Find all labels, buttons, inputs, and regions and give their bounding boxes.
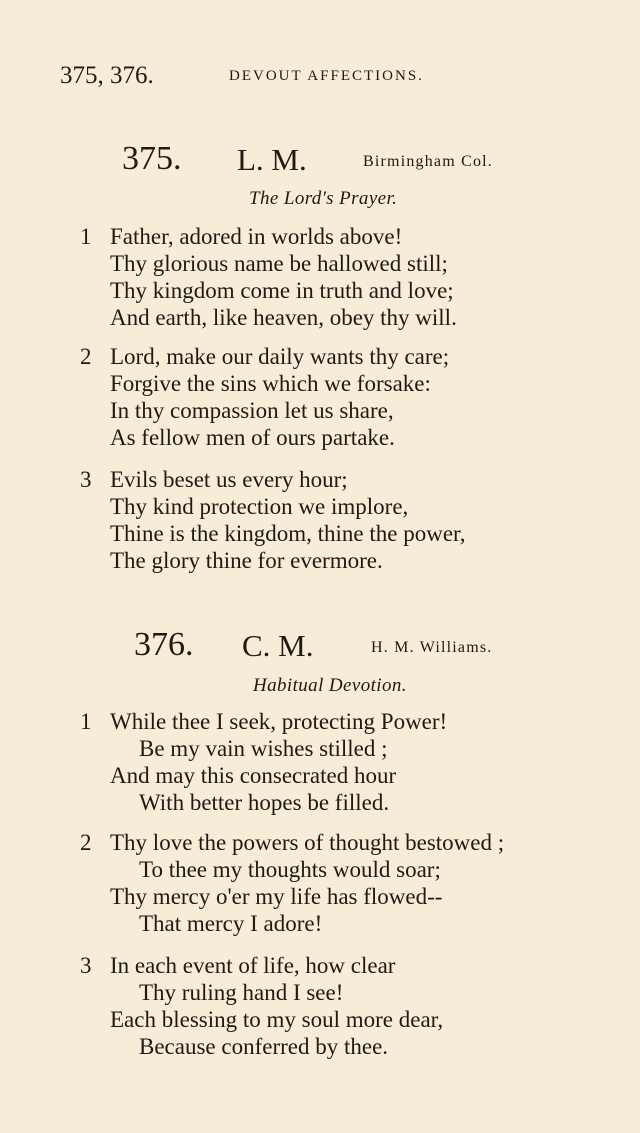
verse-line: Because conferred by thee. xyxy=(139,1034,389,1059)
verse-line: Thy love the powers of thought bestowed ; xyxy=(110,830,505,855)
verse-line: While thee I seek, protecting Power! xyxy=(110,709,448,734)
verse-line: The glory thine for evermore. xyxy=(110,548,383,573)
hymn-meter: C. M. xyxy=(242,628,314,663)
hymn-number: 376. xyxy=(134,626,194,663)
verse-line: And may this consecrated hour xyxy=(110,763,397,788)
verse-line: Thy kingdom come in truth and love; xyxy=(110,278,454,303)
verse-line: Father, adored in worlds above! xyxy=(110,224,403,249)
verse-line: Thy mercy o'er my life has flowed-- xyxy=(110,884,443,909)
verse-line: Forgive the sins which we forsake: xyxy=(110,371,431,396)
verse-number: 1 xyxy=(80,224,92,249)
verse-line: In each event of life, how clear xyxy=(110,953,396,978)
hymn-meter: L. M. xyxy=(237,142,307,177)
verse-line: Thy glorious name be hallowed still; xyxy=(110,251,448,276)
verse-line: Thy ruling hand I see! xyxy=(139,980,344,1005)
running-title: DEVOUT AFFECTIONS. xyxy=(229,68,424,84)
verse-line: With better hopes be filled. xyxy=(139,790,390,815)
hymn-title: The Lord's Prayer. xyxy=(249,188,398,209)
hymn-number: 375. xyxy=(122,140,182,177)
verse-number: 2 xyxy=(80,344,92,369)
verse-line: Each blessing to my soul more dear, xyxy=(110,1007,444,1032)
verse-line: Evils beset us every hour; xyxy=(110,467,348,492)
running-page-numbers: 375, 376. xyxy=(60,62,154,89)
verse-number: 3 xyxy=(80,953,92,978)
verse-line: That mercy I adore! xyxy=(139,911,323,936)
hymn-tune: H. M. Williams. xyxy=(371,639,493,656)
verse-line: As fellow men of ours partake. xyxy=(110,425,395,450)
verse-number: 3 xyxy=(80,467,92,492)
verse-line: Thine is the kingdom, thine the power, xyxy=(110,521,466,546)
hymn-tune: Birmingham Col. xyxy=(363,153,493,170)
verse-number: 2 xyxy=(80,830,92,855)
verse-line: In thy compassion let us share, xyxy=(110,398,394,423)
verse-line: And earth, like heaven, obey thy will. xyxy=(110,305,457,330)
verse-line: Thy kind protection we implore, xyxy=(110,494,409,519)
hymn-title: Habitual Devotion. xyxy=(253,675,407,696)
verse-line: Lord, make our daily wants thy care; xyxy=(110,344,450,369)
verse-line: Be my vain wishes stilled ; xyxy=(139,736,388,761)
verse-number: 1 xyxy=(80,709,92,734)
verse-line: To thee my thoughts would soar; xyxy=(139,857,441,882)
